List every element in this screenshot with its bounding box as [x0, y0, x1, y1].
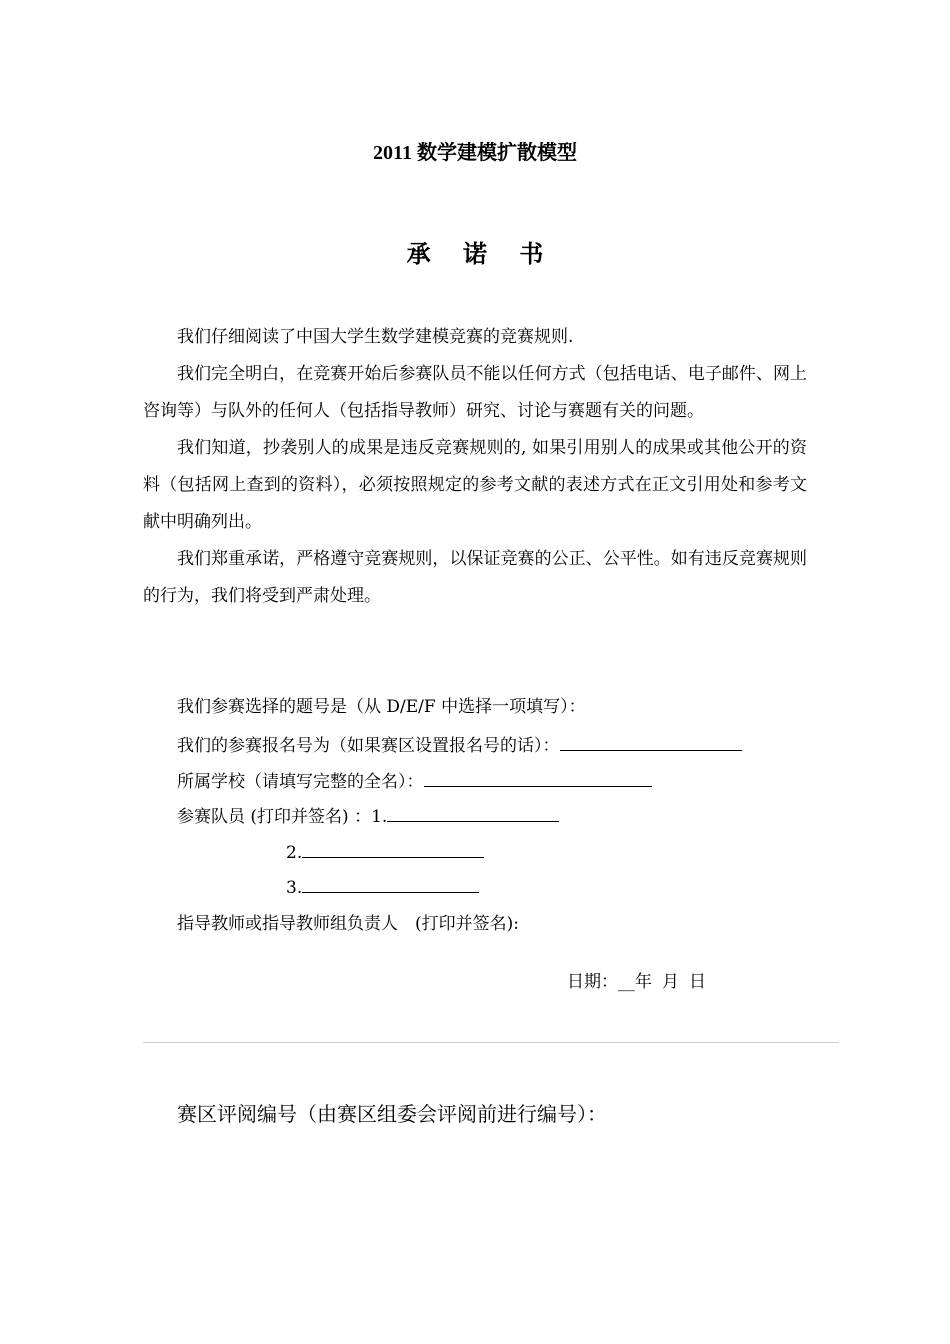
- members-line: [177, 802, 559, 827]
- problem-choice-line: [177, 692, 586, 717]
- date-day: 日: [689, 972, 706, 992]
- member-1-number: 1.: [371, 807, 388, 827]
- member-3-blank[interactable]: [302, 874, 479, 893]
- member-2-line: [286, 839, 484, 863]
- section-divider: [143, 1042, 839, 1043]
- member-3-number: 3.: [286, 878, 303, 898]
- advisor-label: 指导教师或指导教师组负责人 (打印并签名):: [177, 914, 519, 934]
- commitment-body: [143, 319, 807, 615]
- school-label: 所属学校（请填写完整的全名）：: [177, 772, 424, 792]
- registration-blank[interactable]: [560, 732, 742, 751]
- members-label: 参赛队员 (打印并签名) ：: [177, 807, 372, 827]
- commitment-title-char: 诺: [463, 239, 487, 268]
- school-blank[interactable]: [424, 768, 652, 787]
- member-2-blank[interactable]: [302, 839, 484, 858]
- date-blank[interactable]: __: [618, 972, 635, 992]
- registration-line: [177, 731, 742, 756]
- date-line: [567, 967, 706, 992]
- member-3-line: [286, 874, 479, 898]
- member-2-number: 2.: [286, 843, 303, 863]
- date-year: 年: [635, 972, 652, 992]
- paragraph: 我们郑重承诺，严格遵守竞赛规则，以保证竞赛的公正、公平性。如有违反竞赛规则的行为，我们将受到严肃处理。: [143, 549, 807, 606]
- school-line: [177, 767, 652, 792]
- review-number-line: [177, 1098, 607, 1127]
- paragraph: 我们知道，抄袭别人的成果是违反竞赛规则的, 如果引用别人的成果或其他公开的资料（包括网上查到的资料），必须按照规定的参考文献的表述方式在正文引用处和参考文献中明确列出。: [143, 438, 807, 532]
- paragraph: 我们完全明白，在竞赛开始后参赛队员不能以任何方式（包括电话、电子邮件、网上咨询等）与队外的任何人（包括指导教师）研究、讨论与赛题有关的问题。: [143, 364, 807, 421]
- document-title: 2011 数学建模扩散模型: [373, 142, 577, 164]
- problem-choice-label: 我们参赛选择的题号是（从 D/E/F 中选择一项填写）：: [177, 697, 586, 717]
- advisor-line: [177, 909, 519, 934]
- commitment-title-char: 书: [519, 239, 544, 268]
- paragraph: 我们仔细阅读了中国大学生数学建模竞赛的竞赛规则.: [177, 327, 574, 347]
- member-1-blank[interactable]: [387, 803, 559, 822]
- commitment-title: [0, 234, 950, 269]
- registration-label: 我们的参赛报名号为（如果赛区设置报名号的话）：: [177, 736, 560, 756]
- date-label: 日期：: [567, 972, 618, 992]
- review-number-label: 赛区评阅编号（由赛区组委会评阅前进行编号）：: [177, 1102, 607, 1126]
- date-month: 月: [662, 972, 679, 992]
- commitment-title-char: 承: [406, 239, 431, 268]
